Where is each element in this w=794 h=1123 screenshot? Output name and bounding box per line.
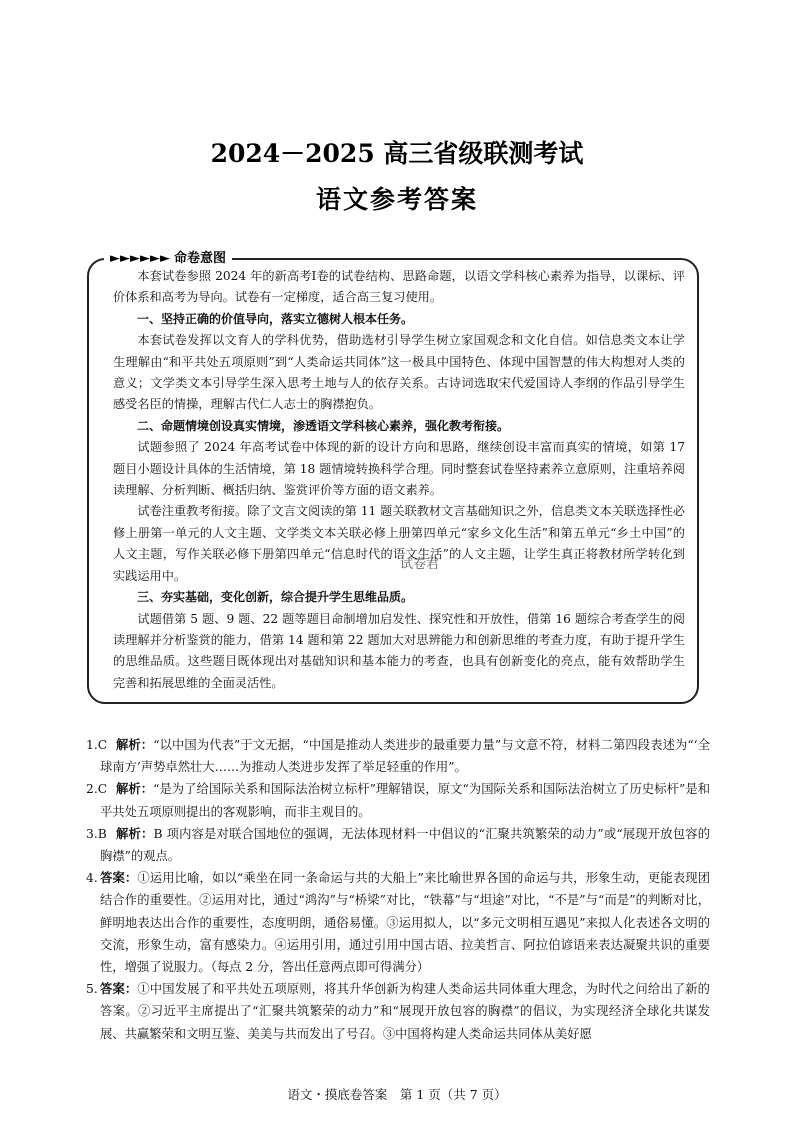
answer-number: 5.: [86, 982, 98, 997]
answer-text: “是为了给国际关系和国际法治树立标杆”理解错误，原文“为国际关系和国际法治树立了历史标杆”是和平共处五项原则提出的客观影响，而非主观目的。: [100, 782, 710, 819]
answer-text: B 项内容是对联合国地位的强调，无法体现材料一中倡议的“汇聚共筑繁荣的动力”或“展现开放包容的胸襟”的观点。: [100, 826, 710, 864]
answer-item: [86, 978, 710, 1045]
answer-item: [86, 823, 710, 867]
arrow-decoration-icon: ►►►►►►: [110, 251, 170, 266]
page-subtitle: 语文参考答案: [315, 185, 478, 214]
intent-box-title: 命卷意图: [174, 251, 227, 266]
intent-paragraph: 试题借第 5 题、9 题、22 题等题目命制增加启发性、探究性和开放性，借第 16 题综合考查学生的阅读理解并分析鉴赏的能力，借第 14 题和第 22 题加大对思辨能力和创新思维的考查力度，有助于提升学生的思维品质。这些题目既体现出对基础知识和基本能力的考查，也具有创新变化的亮点，能有效帮助学生完善和拓展思维的全面灵活性。: [113, 611, 685, 690]
intent-heading: 一、坚持正确的价值导向，落实立德树人根本任务。: [137, 311, 414, 326]
answer-number: 2.C: [86, 782, 108, 797]
intent-heading: 三、夯实基础，变化创新，综合提升学生思维品质。: [137, 590, 414, 605]
watermark: 试卷君: [400, 557, 440, 572]
answer-label: 解析：: [116, 738, 154, 752]
intent-paragraph: 本套试卷参照 2024 年的新高考Ⅰ卷的试卷结构、思路命题，以语文学科核心素养为指导，以课标、评价体系和高考为导向。试卷有一定梯度，适合高三复习使用。: [113, 269, 685, 305]
answer-text: “以中国为代表”于文无据，“中国是推动人类进步的最重要力量”与文意不符，材料二第四段表述为“‘全球南方’声势卓然壮大……为推动人类进步发挥了举足轻重的作用”。: [100, 738, 710, 775]
answer-item: [86, 734, 710, 778]
answer-number: 4.: [86, 871, 98, 886]
answer-number: 3.B: [86, 826, 107, 841]
intent-box-label: [104, 247, 232, 266]
intent-box-text: [113, 266, 685, 694]
answer-number: 1.C: [86, 738, 108, 752]
intent-paragraph: 本套试卷发挥以文育人的学科优势，借助选材引导学生树立家国观念和文化自信。如信息类文本让学生理解由“和平共处五项原则”到“人类命运共同体”这一极具中国特色、体现中国智慧的伟大构想对人类的意义；文学类文本引导学生深入思考土地与人的依存关系。古诗词选取宋代爱国诗人李纲的作品引导学生感受名臣的情操，理解古代仁人志士的胸襟抱负。: [113, 333, 685, 412]
answer-label: 答案：: [100, 871, 138, 886]
page-footer: 语文・摸底卷答案 第 1 页（共 7 页）: [287, 1087, 507, 1102]
answer-label: 解析：: [116, 826, 154, 841]
answer-text: ①运用比喻，如以“乘坐在同一条命运与共的大船上”来比喻世界各国的命运与共，形象生动，更能表现团结合作的重要性。②运用对比，通过“鸿沟”与“桥梁”对比，“铁幕”与“坦途”对比，“不是”与“而是”的判断对比，鲜明地表达出合作的重要性，态度明朗，通俗易懂。③运用拟人，以“多元文明相互遇见”来拟人化表述各文明的交流，形象生动，富有感染力。④运用引用，通过引用中国古语、拉美哲言、阿拉伯谚语来表达凝聚共识的重要性，增强了说服力。（每点 2 分，答出任意两点即可得满分）: [100, 871, 710, 975]
answer-label: 答案：: [100, 982, 138, 997]
answer-text: ①中国发展了和平共处五项原则，将其升华创新为构建人类命运共同体重大理念，为时代之问给出了新的答案。②习近平主席提出了“汇聚共筑繁荣的动力”和“展现开放包容的胸襟”的倡议，为实现经济全球化共谋发展、共赢繁荣和文明互鉴、美美与共而发出了号召。③中国将构建人类命运共同体从美好愿: [100, 982, 710, 1041]
answer-list: [86, 734, 710, 1045]
answer-item: [86, 778, 710, 822]
answer-label: 解析：: [116, 782, 154, 797]
page-title: 2024－2025 高三省级联测考试: [210, 139, 584, 168]
answer-item: [86, 867, 710, 978]
intent-paragraph: 试卷注重教考衔接。除了文言文阅读的第 11 题关联教材文言基础知识之外，信息类文本关联选择性必修上册第一单元的人文主题、文学类文本关联必修上册第四单元“家乡文化生活”和第五单元“乡土中国”的人文主题，写作关联必修下册第四单元“信息时代的语文生活”的人文主题，让学生真正将教材所学转化到实践运用中。: [113, 504, 685, 583]
intent-paragraph: 试题参照了 2024 年高考试卷中体现的新的设计方向和思路，继续创设丰富而真实的情境，如第 17 题目小题设计具体的生活情境，第 18 题情境转换科学合理。同时整套试卷坚持素养立意原则，注重培养阅读理解、分析判断、概括归纳、鉴赏评价等方面的语文素养。: [113, 440, 685, 498]
intent-heading: 二、命题情境创设真实情境，渗透语文学科核心素养，强化教考衔接。: [137, 418, 510, 433]
